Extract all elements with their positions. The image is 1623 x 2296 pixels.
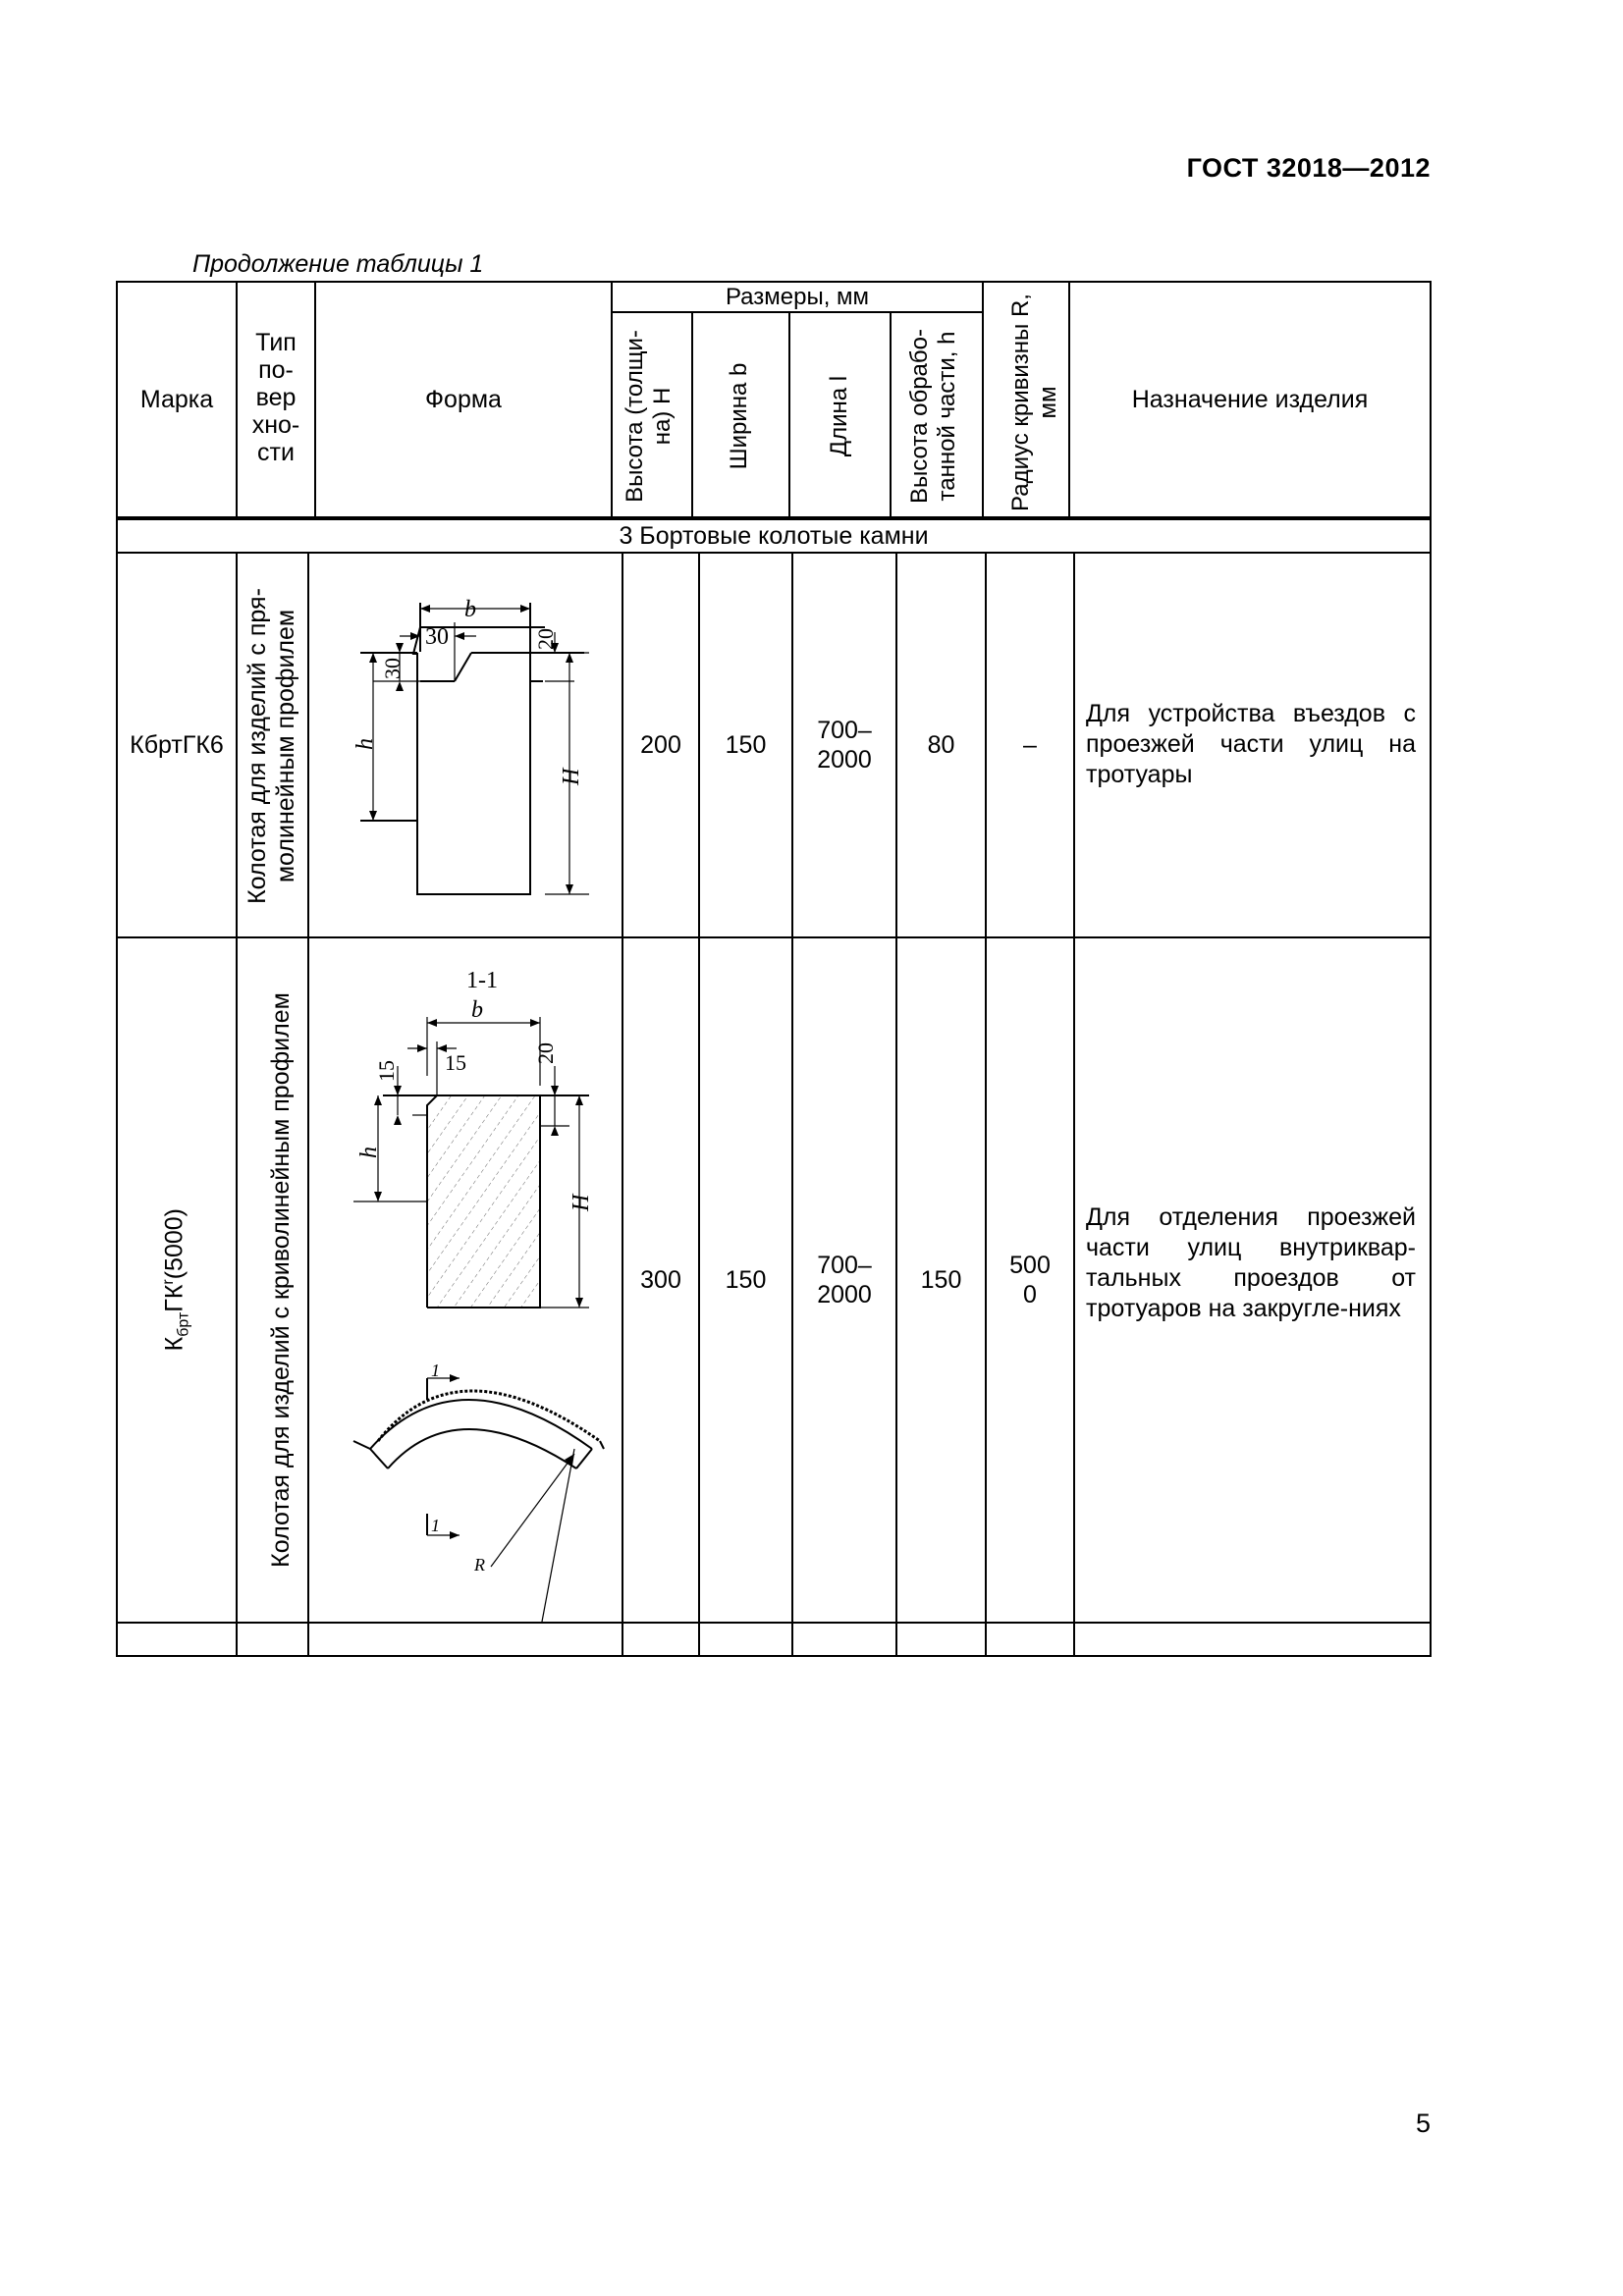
header-mark: Марка xyxy=(139,386,214,413)
row2-width-b: 150 xyxy=(725,1266,767,1294)
row2-section-label: 1-1 xyxy=(466,968,498,993)
row2-processed-h: 150 xyxy=(920,1266,962,1294)
row-divider-bottom xyxy=(116,1622,1432,1624)
row1-dim-side: 30 xyxy=(380,658,405,679)
row1-height-H: 200 xyxy=(640,731,681,759)
table-continuation-caption: Продолжение таблицы 1 xyxy=(192,250,484,278)
row2-dim-H: H xyxy=(568,1194,594,1211)
header-surface-type: Тип по- вер хно- сти xyxy=(251,329,300,466)
row1-purpose: Для устройства въездов с проезжей части улиц на тротуары xyxy=(1086,700,1416,788)
row1-profile-drawing xyxy=(309,554,622,936)
body-col-line xyxy=(236,553,238,1656)
header-purpose: Назначение изделия xyxy=(1131,386,1369,413)
row1-dim-b: b xyxy=(464,597,476,622)
header-col-line xyxy=(691,312,693,518)
row2-height-H: 300 xyxy=(640,1266,681,1294)
row2-cut-label-top: 1 xyxy=(431,1361,440,1380)
row1-dim-h: h xyxy=(352,738,378,750)
row1-dim-H: H xyxy=(559,768,584,785)
header-dimensions-group: Размеры, мм xyxy=(725,283,870,310)
standard-number: ГОСТ 32018—2012 xyxy=(1186,153,1431,183)
header-col-line xyxy=(611,281,613,518)
row2-cut-label-bottom: 1 xyxy=(431,1516,440,1535)
row2-dim-b: b xyxy=(471,997,483,1023)
header-processed-height-h: Высота обрабо- танной части, h xyxy=(906,329,960,504)
page-number: 5 xyxy=(1415,2109,1431,2138)
header-col-line xyxy=(890,312,892,518)
header-col-line xyxy=(788,312,790,518)
row2-dim-h: h xyxy=(356,1147,382,1158)
row1-radius-R: – xyxy=(1023,731,1037,759)
row2-mark: $К_{брт}ГК^r(5000)$ xyxy=(160,1208,192,1352)
table-bottom-border xyxy=(116,1655,1432,1657)
header-height-H: Высота (толщи- на) H xyxy=(622,330,676,503)
table-right-border xyxy=(1430,281,1432,1657)
header-shape: Форма xyxy=(425,386,502,413)
row1-dim-top: 30 xyxy=(425,624,449,650)
row2-dim-top: 15 xyxy=(374,1060,399,1082)
row2-profile-drawing xyxy=(309,938,622,1622)
row2-radius-label: R xyxy=(474,1555,485,1575)
row2-surface-type: Колотая для изделий с криволинейным профилем xyxy=(267,992,295,1568)
row1-processed-h: 80 xyxy=(927,731,955,759)
row1-width-b: 150 xyxy=(725,731,767,759)
header-radius-R: Радиус кривизны R, мм xyxy=(1007,294,1061,511)
row2-dim-right: 20 xyxy=(533,1042,558,1064)
section-title: 3 Бортовые колотые камни xyxy=(619,522,929,550)
row1-length-l: 700– 2000 xyxy=(817,717,872,774)
header-width-b: Ширина b xyxy=(726,362,752,470)
row2-radius-R: 500 0 xyxy=(1009,1252,1051,1308)
row1-surface-type: Колотая для изделий с пря- молинейным профилем xyxy=(243,588,299,904)
row2-purpose: Для отделения проезжей части улиц внутриквар-тальных проездов от тротуаров на закругле-ниях xyxy=(1086,1203,1416,1322)
row1-dim-right: 20 xyxy=(533,628,558,650)
row2-length-l: 700– 2000 xyxy=(817,1252,872,1308)
row1-mark: КбртГК6 xyxy=(130,731,224,759)
header-length-l: Длина l xyxy=(826,375,852,457)
body-col-line xyxy=(1073,553,1075,1656)
row2-dim-side: 15 xyxy=(445,1050,466,1075)
header-col-line xyxy=(982,281,984,518)
